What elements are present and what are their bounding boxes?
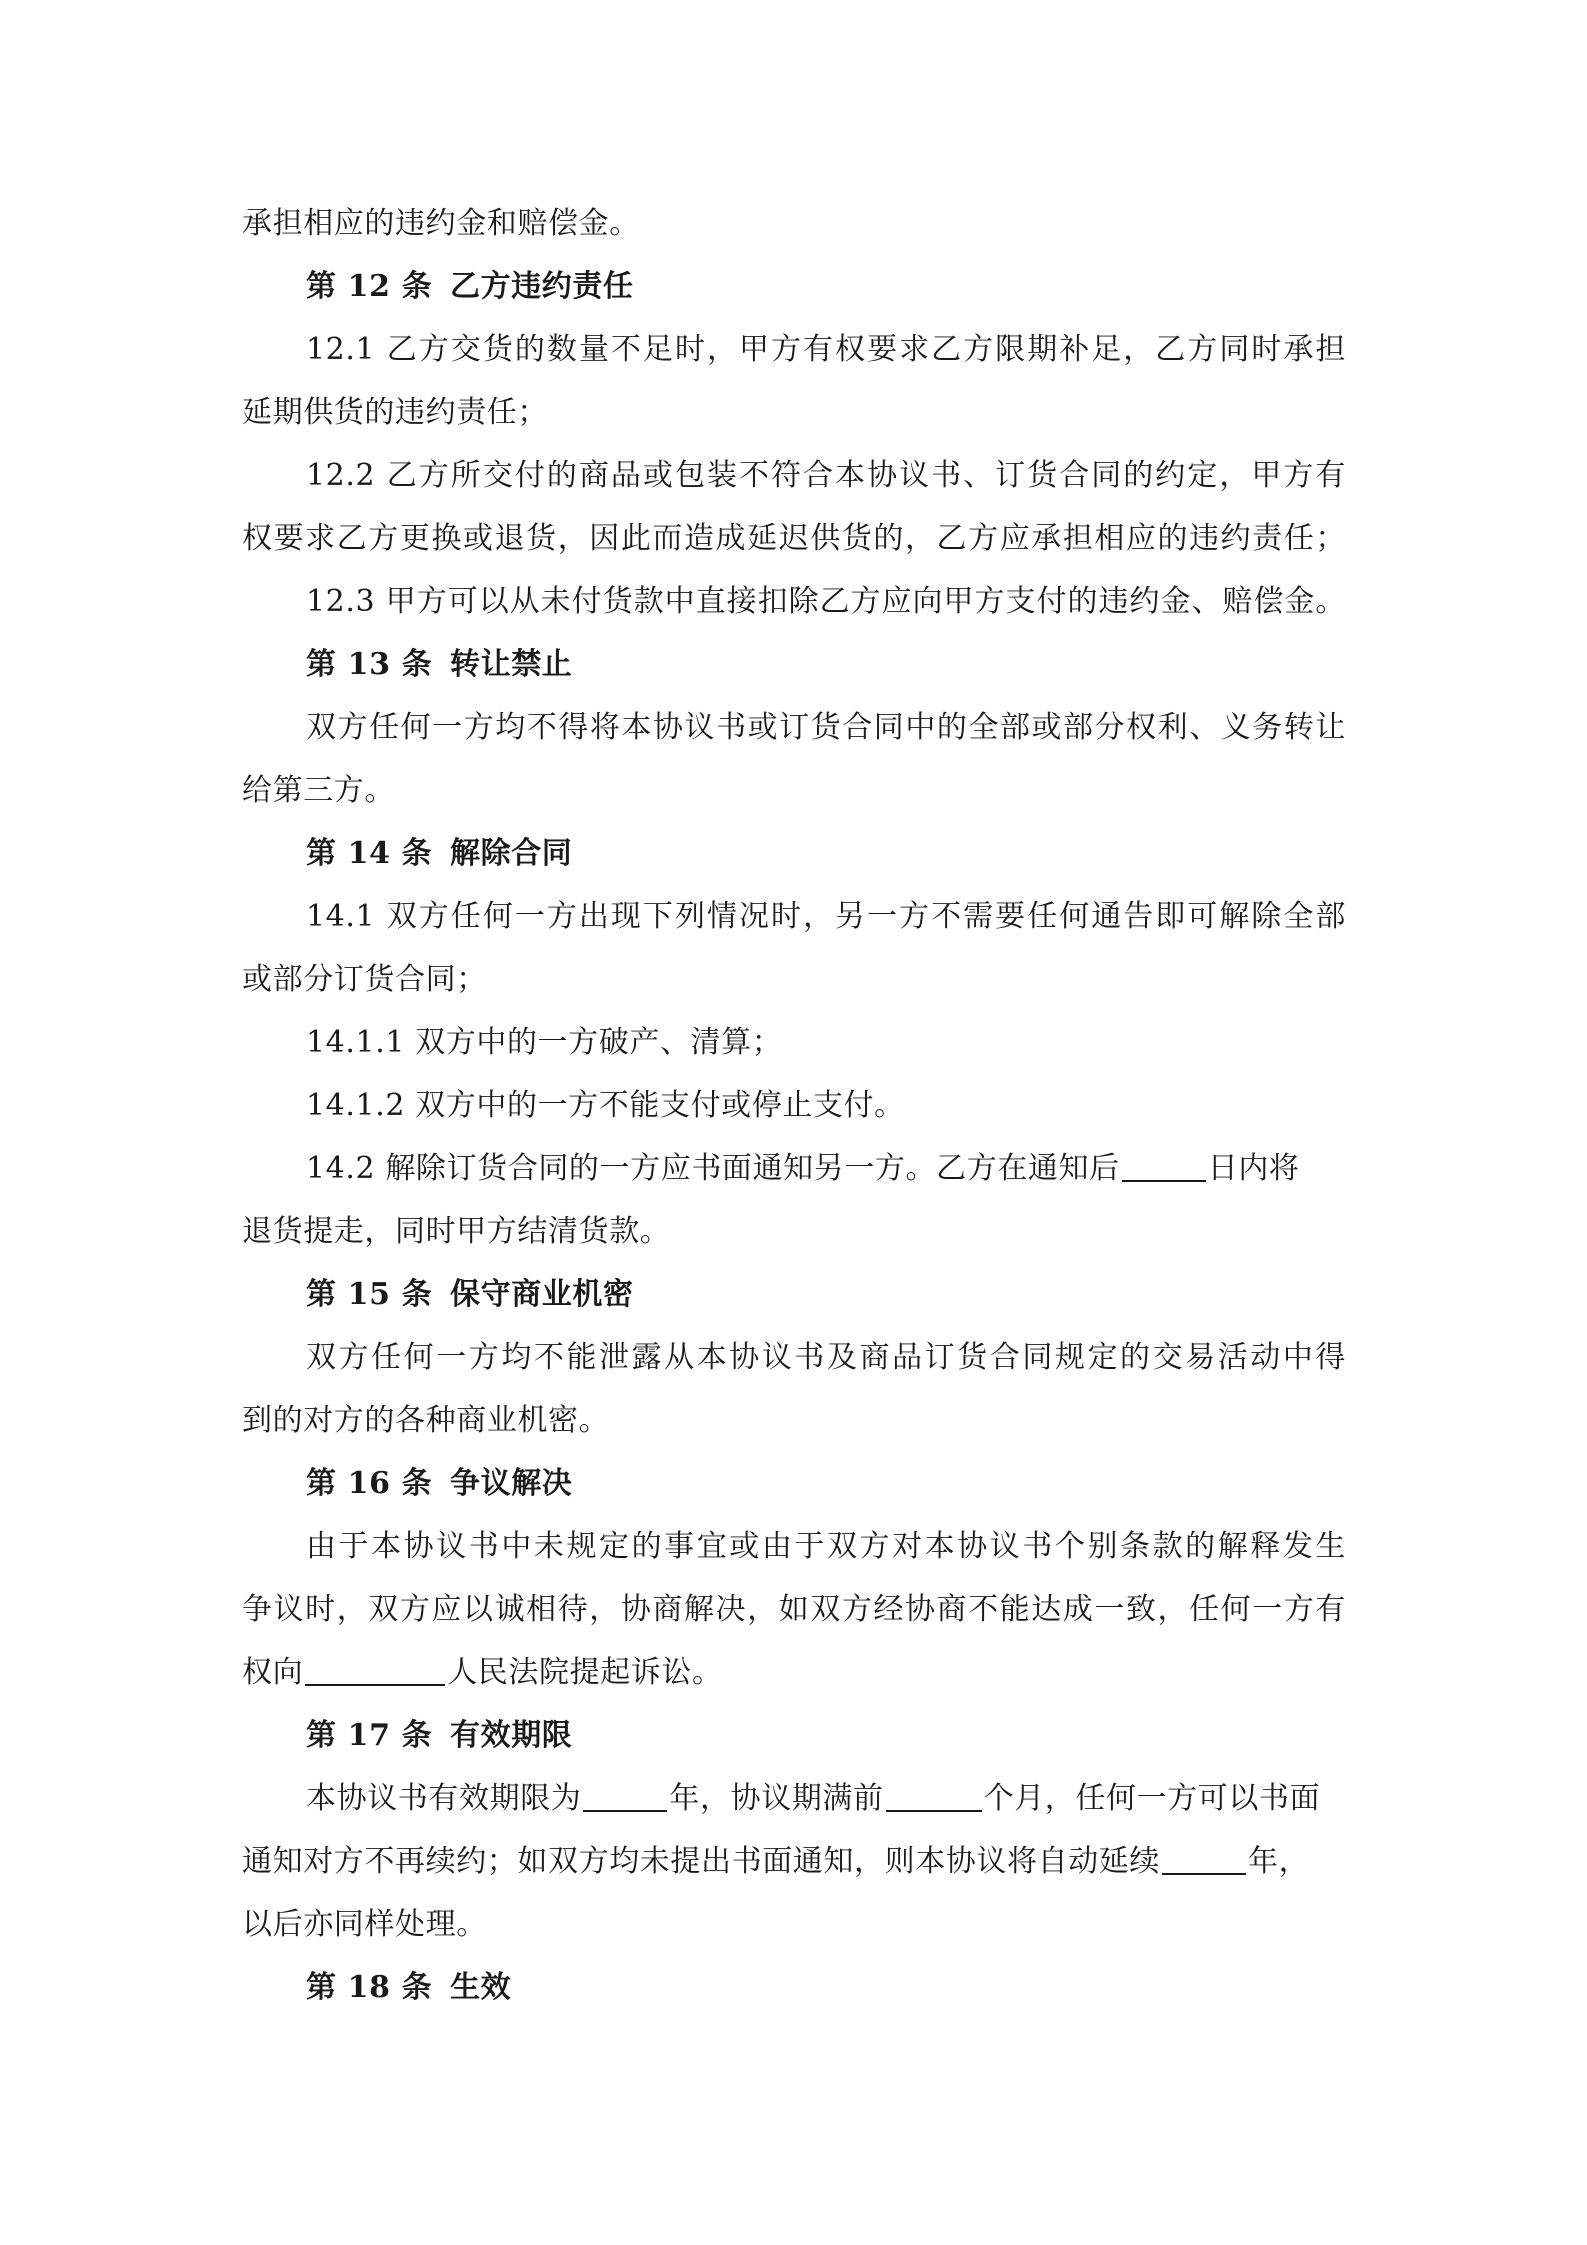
- document-page: [242, 192, 1346, 2019]
- article-title: 有效期限: [450, 1718, 573, 1753]
- article-title: 转让禁止: [450, 647, 573, 682]
- paragraph-line: 退货提走，同时甲方结清货款。: [242, 1214, 671, 1249]
- fill-in-blank-days[interactable]: [1122, 1146, 1206, 1182]
- paragraph-line: 给第三方。: [242, 773, 395, 808]
- paragraph-line: 14.1 双方任何一方出现下列情况时，另一方不需要任何通告即可解除全部: [306, 899, 1346, 934]
- article-number: 第 15 条: [306, 1277, 433, 1312]
- paragraph-line: 延期供货的违约责任；: [242, 395, 548, 430]
- article-12-heading: [242, 255, 1346, 318]
- paragraph-line: 到的对方的各种商业机密。: [242, 1403, 610, 1438]
- article-title: 保守商业机密: [450, 1277, 634, 1312]
- article-title: 乙方违约责任: [450, 269, 634, 304]
- paragraph-line: [242, 1137, 1346, 1200]
- text-segment: 年，协议期满前: [669, 1781, 884, 1816]
- paragraph-line: 12.2 乙方所交付的商品或包装不符合本协议书、订货合同的约定，甲方有: [306, 458, 1346, 493]
- text-segment: 年，: [1248, 1844, 1310, 1879]
- paragraph-line: [242, 1830, 1346, 1893]
- article-title: 解除合同: [450, 836, 573, 871]
- article-14-heading: [242, 822, 1346, 885]
- article-number: 第 14 条: [306, 836, 433, 871]
- article-17-heading: [242, 1704, 1346, 1767]
- paragraph-line: 承担相应的违约金和赔偿金。: [242, 206, 640, 241]
- text-segment: 14.2 解除订货合同的一方应书面通知另一方。乙方在通知后: [306, 1151, 1120, 1186]
- article-number: 第 18 条: [306, 1970, 433, 2005]
- article-number: 第 12 条: [306, 269, 433, 304]
- paragraph-line: 12.1 乙方交货的数量不足时，甲方有权要求乙方限期补足，乙方同时承担: [306, 332, 1346, 367]
- text-segment: 日内将: [1207, 1151, 1300, 1186]
- article-title: 争议解决: [450, 1466, 573, 1501]
- text-segment: 人民法院提起诉讼。: [447, 1655, 723, 1690]
- text-segment: 个月，任何一方可以书面: [983, 1781, 1321, 1816]
- fill-in-blank-extension-years[interactable]: [1162, 1839, 1246, 1875]
- paragraph-line: [242, 1641, 1346, 1704]
- paragraph-line: 14.1.1 双方中的一方破产、清算；: [306, 1025, 783, 1060]
- paragraph-line: 14.1.2 双方中的一方不能支付或停止支付。: [306, 1088, 905, 1123]
- text-segment: 通知对方不再续约；如双方均未提出书面通知，则本协议将自动延续: [242, 1844, 1160, 1879]
- paragraph-line: [242, 1767, 1346, 1830]
- paragraph-line: 权要求乙方更换或退货，因此而造成延迟供货的，乙方应承担相应的违约责任；: [242, 521, 1346, 556]
- text-segment: 权向: [242, 1655, 304, 1690]
- paragraph-line: 12.3 甲方可以从未付货款中直接扣除乙方应向甲方支付的违约金、赔偿金。: [306, 584, 1346, 619]
- paragraph-line: 或部分订货合同；: [242, 962, 487, 997]
- paragraph-line: 争议时，双方应以诚相待，协商解决，如双方经协商不能达成一致，任何一方有: [242, 1592, 1346, 1627]
- paragraph-line: 双方任何一方均不能泄露从本协议书及商品订货合同规定的交易活动中得: [306, 1340, 1346, 1375]
- article-number: 第 17 条: [306, 1718, 433, 1753]
- paragraph-line: 以后亦同样处理。: [242, 1907, 487, 1942]
- fill-in-blank-months[interactable]: [886, 1776, 982, 1812]
- article-16-heading: [242, 1452, 1346, 1515]
- fill-in-blank-court[interactable]: [305, 1650, 445, 1686]
- article-number: 第 13 条: [306, 647, 433, 682]
- paragraph-line: 双方任何一方均不得将本协议书或订货合同中的全部或部分权利、义务转让: [306, 710, 1346, 745]
- article-title: 生效: [450, 1970, 512, 2005]
- paragraph-line: 由于本协议书中未规定的事宜或由于双方对本协议书个别条款的解释发生: [306, 1529, 1346, 1564]
- text-segment: 本协议书有效期限为: [306, 1781, 582, 1816]
- article-15-heading: [242, 1263, 1346, 1326]
- fill-in-blank-years[interactable]: [583, 1776, 667, 1812]
- article-13-heading: [242, 633, 1346, 696]
- article-18-heading: [242, 1956, 1346, 2019]
- article-number: 第 16 条: [306, 1466, 433, 1501]
